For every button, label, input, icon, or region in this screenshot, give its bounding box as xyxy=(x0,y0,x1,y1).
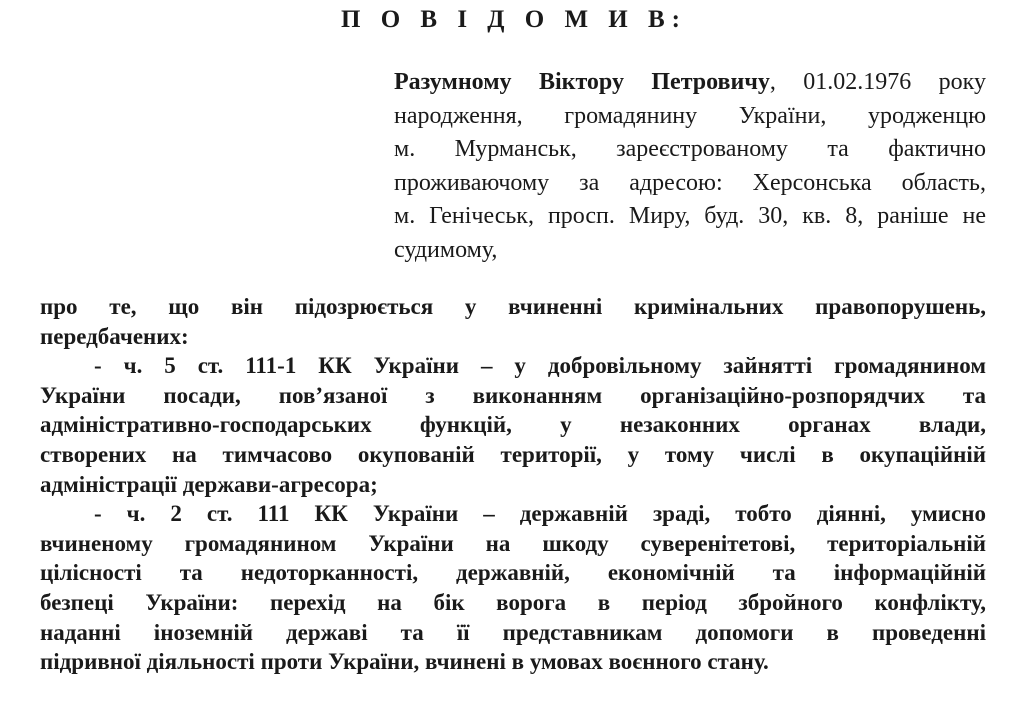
body-line: про те, що він підозрюється у вчиненні кримінальних правопорушень, xyxy=(40,294,986,319)
body-line: адміністрації держави-агресора; xyxy=(40,471,378,497)
charge-item-1: - ч. 5 ст. 111-1 КК України – у добровільному зайнятті громадянином xyxy=(94,353,986,379)
birth-date-text: , 01.02.1976 року xyxy=(769,69,986,95)
charges-paragraph xyxy=(40,292,986,677)
addressee-line: народження, громадянину України, уродженцю xyxy=(394,102,986,129)
body-line: створених на тимчасово окупованій території, у тому числі в окупаційній xyxy=(40,441,986,467)
addressee-line xyxy=(394,66,986,100)
addressee-line: м. Мурманськ, зареєстрованому та фактично xyxy=(394,136,986,162)
addressee-line: м. Генічеськ, просп. Миру, буд. 30, кв. 8, раніше не xyxy=(394,203,986,229)
body-line: цілісності та недоторканності, державній, економічній та інформаційній xyxy=(40,560,986,586)
addressee-line: судимому, xyxy=(394,236,498,263)
suspect-name: Разумному Віктору Петровичу xyxy=(394,69,770,95)
body-line: передбачених: xyxy=(40,323,189,349)
body-line: безпеці України: перехід на бік ворога в період збройного конфлікту, xyxy=(40,589,986,615)
body-line: України посади, пов’язаної з виконанням організаційно-розпорядчих та xyxy=(40,382,986,408)
body-line: адміністративно-господарських функцій, у незаконних органах влади, xyxy=(40,412,986,438)
body-line: вчиненому громадянином України на шкоду суверенітетові, територіальній xyxy=(40,530,986,556)
addressee-line: проживаючому за адресою: Херсонська область, xyxy=(394,169,986,196)
charge-item-2: - ч. 2 ст. 111 КК України – державній зраді, тобто діянні, умисно xyxy=(94,501,986,527)
document-heading: П О В І Д О М И В: xyxy=(341,6,687,33)
addressee-block xyxy=(394,66,986,267)
body-line: підривної діяльності проти України, вчинені в умовах воєнного стану. xyxy=(40,649,769,675)
body-line: наданні іноземній державі та її представникам допомоги в проведенні xyxy=(40,619,986,645)
